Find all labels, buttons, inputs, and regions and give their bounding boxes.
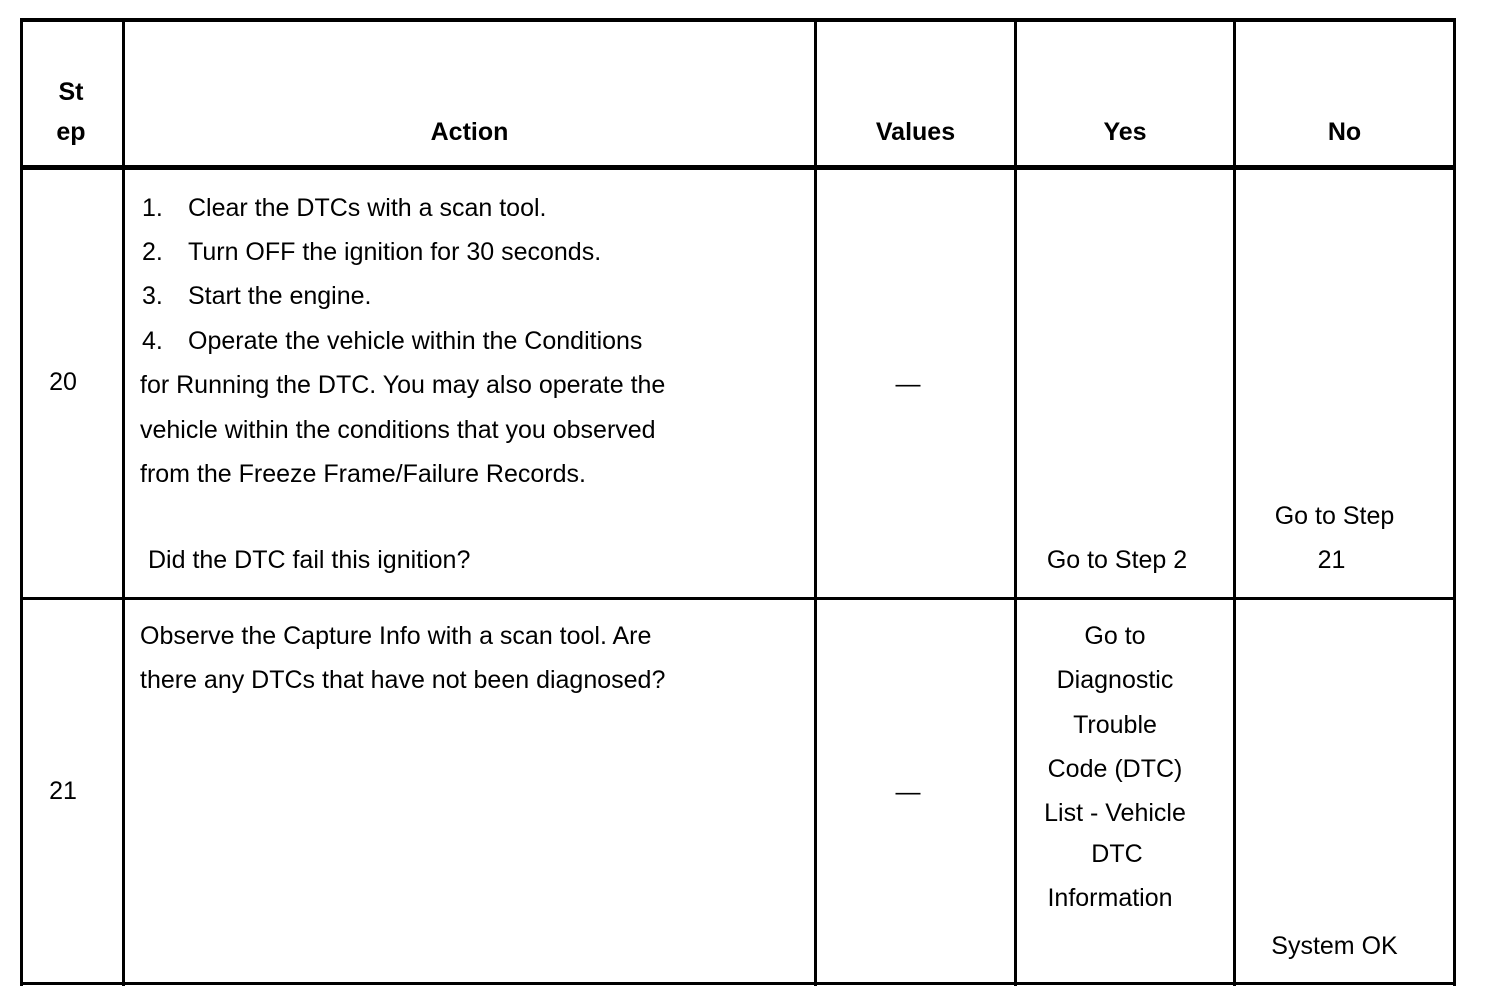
- yes-cell-line: Diagnostic: [1056, 666, 1174, 694]
- col-border-step-action: [122, 18, 125, 986]
- header-yes: Yes: [1103, 118, 1147, 146]
- header-bottom-border: [20, 165, 1456, 170]
- no-cell: System OK: [1271, 932, 1398, 960]
- col-border-right: [1453, 18, 1456, 986]
- action-continuation: vehicle within the conditions that you observed: [140, 416, 656, 444]
- header-step-line-1: St: [58, 78, 84, 106]
- header-no: No: [1327, 118, 1362, 146]
- action-line: Observe the Capture Info with a scan tool. Are: [140, 622, 652, 650]
- values-cell: —: [895, 370, 921, 398]
- no-cell-line: 21: [1317, 546, 1346, 574]
- yes-cell-line: List - Vehicle: [1044, 799, 1186, 827]
- action-item-text: Start the engine.: [188, 282, 372, 310]
- header-action: Action: [430, 118, 509, 146]
- step-number: 21: [49, 777, 77, 805]
- table-top-border: [20, 18, 1456, 22]
- yes-cell: Go to Step 2: [1046, 546, 1188, 574]
- action-item-text: Operate the vehicle within the Conditions: [188, 327, 643, 355]
- action-line: there any DTCs that have not been diagnosed?: [140, 666, 666, 694]
- yes-cell-line: Information: [1047, 884, 1173, 912]
- step-number: 20: [49, 368, 77, 396]
- yes-cell-line: Code (DTC): [1047, 755, 1183, 783]
- no-cell-line: Go to Step: [1274, 502, 1395, 530]
- action-item-text: Turn OFF the ignition for 30 seconds.: [188, 238, 602, 266]
- action-continuation: from the Freeze Frame/Failure Records.: [140, 460, 586, 488]
- action-item-number: 4.: [142, 327, 163, 355]
- action-question: Did the DTC fail this ignition?: [148, 546, 471, 574]
- yes-cell-line: Go to: [1084, 622, 1146, 650]
- action-continuation: for Running the DTC. You may also operate the: [140, 371, 666, 399]
- col-border-action-values: [814, 18, 817, 986]
- yes-cell-line: Trouble: [1073, 711, 1157, 739]
- col-border-left: [20, 18, 23, 986]
- action-item-text: Clear the DTCs with a scan tool.: [188, 194, 547, 222]
- action-item-number: 3.: [142, 282, 163, 310]
- yes-cell-line: DTC: [1091, 840, 1143, 868]
- row-divider: [20, 597, 1456, 600]
- diagnostic-table: [20, 18, 1456, 988]
- action-item-number: 2.: [142, 238, 163, 266]
- header-values: Values: [875, 118, 956, 146]
- header-step-line-2: ep: [56, 118, 86, 146]
- table-bottom-border: [20, 982, 1456, 985]
- action-item-number: 1.: [142, 194, 163, 222]
- values-cell: —: [895, 778, 921, 806]
